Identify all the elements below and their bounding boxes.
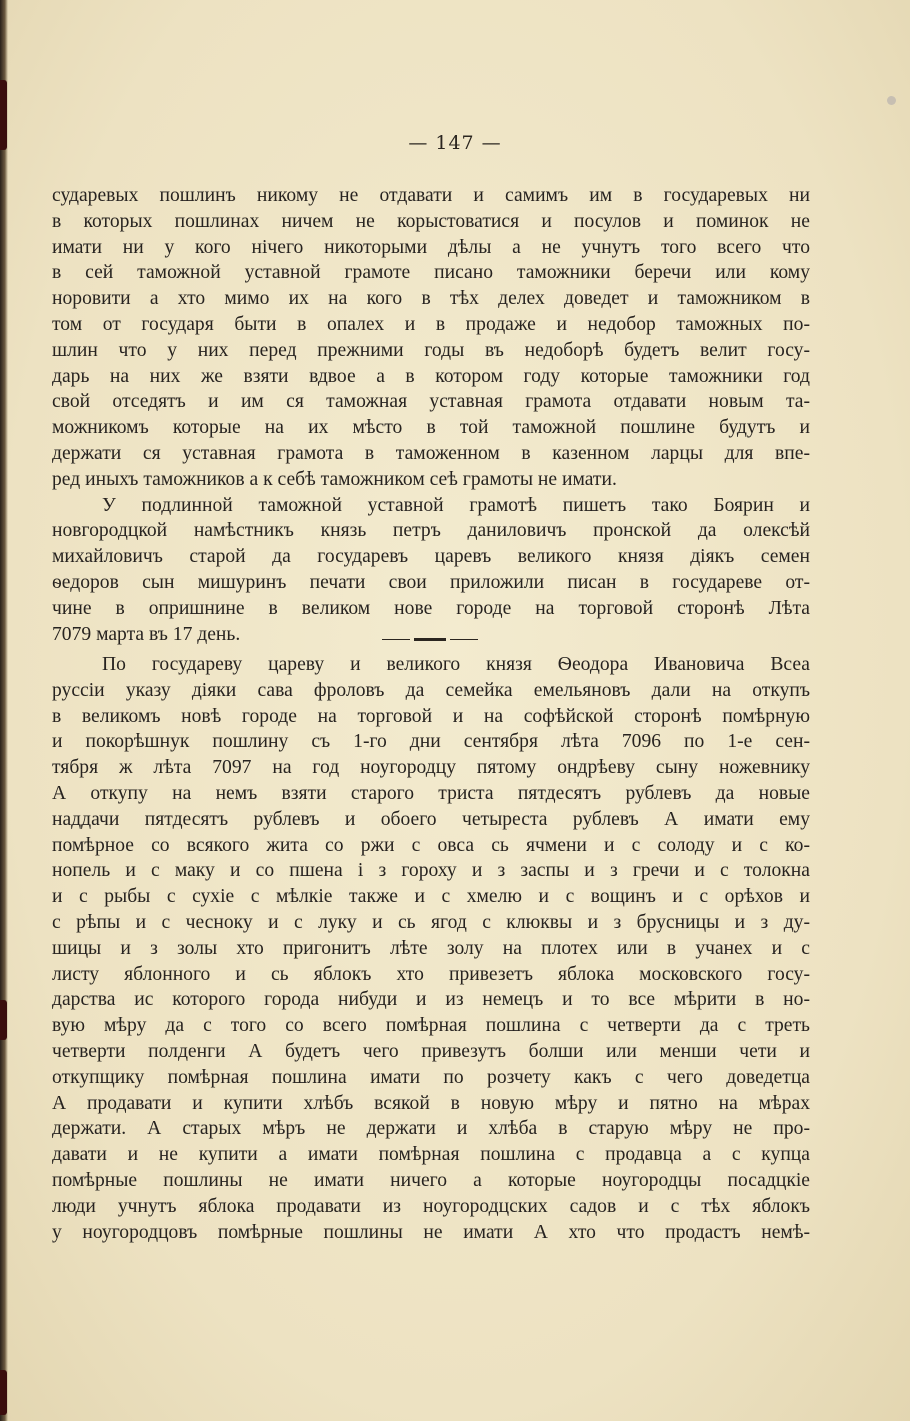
page-number: — 147 — bbox=[408, 132, 502, 154]
text-line: дарства ис которого города нибуди и из немецъ и то все мѣрити в но- bbox=[52, 989, 810, 1011]
text-line: чине в опришнине в великом нове городе на торговой сторонѣ Лѣта bbox=[52, 597, 810, 619]
page-binding-edge bbox=[0, 0, 8, 1421]
text-line: шлин что у них перед прежними годы въ недоборѣ будетъ велит госу- bbox=[52, 339, 810, 361]
text-line: давати и не купити а имати помѣрная пошлина с продавца а с купца bbox=[52, 1144, 810, 1166]
text-line: А откупу на немъ взяти старого триста пятдесятъ рублевъ да новые bbox=[52, 782, 810, 804]
text-line: свой отседятъ и им ся таможная уставная грамота отдавати новым та- bbox=[52, 391, 810, 413]
text-line: новгородцкой намѣстникъ князь петръ даниловичъ пронской да олексѣй bbox=[52, 520, 810, 542]
text-line: листу яблонного и сь яблокъ хто привезетъ яблока московского госу- bbox=[52, 963, 810, 985]
text-line: помѣрное со всякого жита со ржи с овса сь ячмени и с солоду и с ко- bbox=[52, 834, 810, 856]
text-line: сударевых пошлинъ никому не отдавати и самимъ им в государевых ни bbox=[52, 185, 810, 206]
text-line: и с рыбы с сухiе с мѣлкiе также и с хмелю и с вощинъ и с орѣхов и bbox=[52, 886, 810, 908]
paper-speck bbox=[887, 96, 896, 105]
text-line: руссiи указу дiяки сава фроловъ да семейка емельяновъ дали на откупъ bbox=[52, 679, 810, 701]
text-line: вую мѣру да с того со всего помѣрная пошлина с четверти да с треть bbox=[52, 1015, 810, 1037]
text-line: тября ж лѣта 7097 на год ноугородцу пятому ондрѣеву сыну ножевнику bbox=[52, 757, 810, 779]
text-line: и покорѣшнук пошлину съ 1-го дни сентября лѣта 7096 по 1-е сен- bbox=[52, 731, 810, 753]
text-line: наддачи пятдесятъ рублевъ и обоего четыреста рублевъ А имати ему bbox=[52, 808, 810, 830]
text-line: дарь на них же взяти вдвое а в котором году которые таможники год bbox=[52, 365, 810, 387]
text-line: том от государя быти в опалех и в продаже и недобор таможных по- bbox=[52, 313, 810, 335]
text-line: нопель и с маку и со пшена i з гороху и з заспы и з гречи и с толокна bbox=[52, 860, 810, 882]
text-line: михайловичъ старой да государевъ царевъ великого князя дiякъ семен bbox=[52, 546, 810, 568]
text-line: ѳедоров сын мишуринъ печати свои приложили писан в государеве от- bbox=[52, 571, 810, 593]
text-line: откупщику помѣрная пошлина имати по розчету какъ с чего доведетца bbox=[52, 1066, 810, 1088]
text-line: в великомъ новѣ городе на торговой и на софѣйской сторонѣ помѣрную bbox=[52, 705, 810, 727]
text-line: имати ни у кого нiчего никоторыми дѣлы а не учнутъ того всего что bbox=[52, 236, 810, 258]
text-line: люди учнутъ яблока продавати из ноугородцских садов и с тѣх яблокъ bbox=[52, 1195, 810, 1217]
text-block-customs-charter bbox=[52, 183, 810, 647]
text-block-measure-duty bbox=[52, 652, 810, 1245]
text-line: помѣрные пошлины не имати ничего а которые ноугородцы посадцкie bbox=[52, 1169, 810, 1191]
text-line: держати ся уставная грамота в таможенном в казенном ларцы для впе- bbox=[52, 442, 810, 464]
binding-mark bbox=[0, 1370, 7, 1415]
text-line: у ноугородцовъ помѣрные пошлины не имати А хто что продастъ немѣ- bbox=[52, 1221, 810, 1243]
text-line: в которых пошлинах ничем не корыстоватися и посулов и поминок не bbox=[52, 210, 810, 232]
text-line: шицы и з золы хто пригонитъ лѣте золу на плотех или в учанех и с bbox=[52, 937, 810, 959]
text-line: четверти полденги А будетъ чего привезутъ болши или менши чети и bbox=[52, 1040, 810, 1062]
text-line: 7079 марта въ 17 день. bbox=[52, 623, 241, 645]
text-line: норовити а хто мимо их на кого в тѣх делех доведет и таможником в bbox=[52, 288, 810, 310]
text-line: По государеву цареву и великого князя Ѳеодора Ивановича Всеа bbox=[102, 654, 810, 675]
text-line: У подлинной таможной уставной грамотѣ пишетъ тако Боярин и bbox=[102, 494, 810, 516]
section-divider bbox=[382, 639, 478, 641]
text-line: ред иныхъ таможников а к себѣ таможником сеѣ грамоты не имати. bbox=[52, 468, 617, 490]
text-line: А продавати и купити хлѣбъ всякой в новую мѣру и пятно на мѣрах bbox=[52, 1092, 810, 1114]
text-line: держати. А старых мѣръ не держати и хлѣба в старую мѣру не про- bbox=[52, 1118, 810, 1140]
text-line: можникомъ которые на их мѣсто в той таможной пошлине будутъ и bbox=[52, 417, 810, 439]
text-line: в сей таможной уставной грамоте писано таможники беречи или кому bbox=[52, 262, 810, 284]
text-line: с рѣпы и с чесноку и с луку и сь ягод с клюквы и з брусницы и з ду- bbox=[52, 911, 810, 933]
binding-mark bbox=[0, 1000, 7, 1040]
